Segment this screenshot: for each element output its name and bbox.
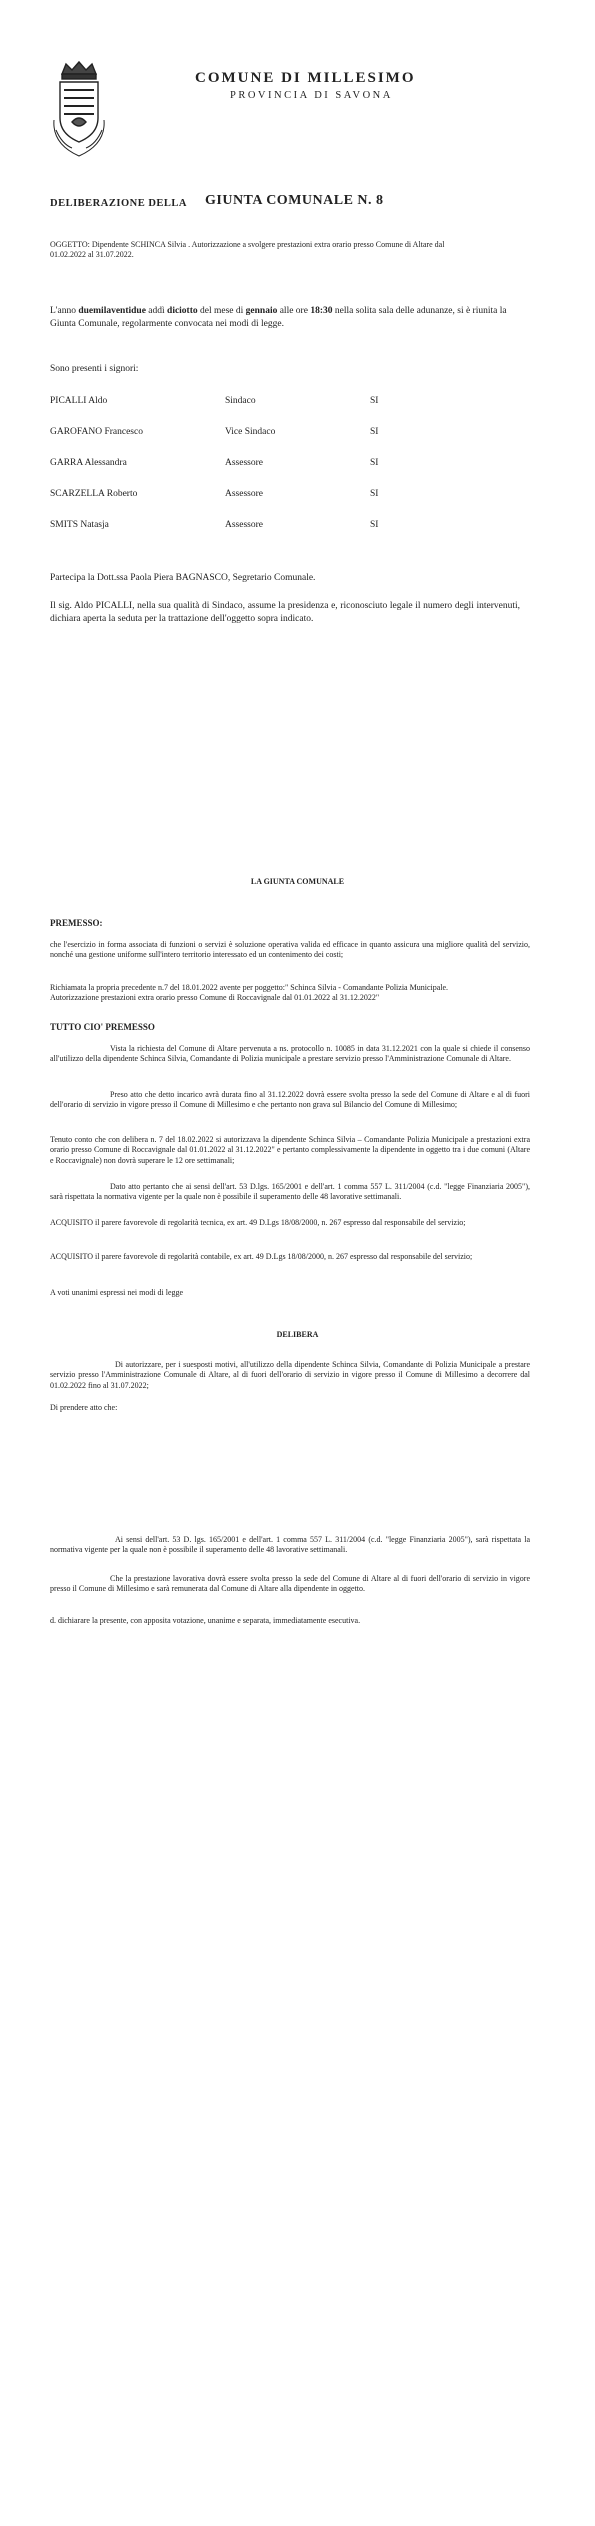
- la-giunta-heading: LA GIUNTA COMUNALE: [250, 877, 345, 886]
- premesso-label: PREMESSO:: [50, 918, 103, 928]
- dato-atto-text: Dato atto pertanto che ai sensi dell'art. 53 D.lgs. 165/2001 e dell'art. 1 comma 557 L. 311/2004 (c.d. "legge Finanziaria 2005"), sarà rispettata la normativa vigente per la quale non è possibile il superamento delle 48 lavorative settimanali.: [50, 1182, 530, 1202]
- member-role: Vice Sindaco: [225, 427, 276, 437]
- vista-text: Vista la richiesta del Comune di Altare pervenuta a ns. protocollo n. 10085 in data 31.12.2021 con la quale si chiede il consenso all'utilizzo della dipendente Schinca Silvia, Comandante di Polizia municipale a prestare servizio presso l'Amministrazione Comunale di Altare.: [50, 1044, 530, 1064]
- intro-paragraph: L'anno duemilaventidue addì diciotto del mese di gennaio alle ore 18:30 nella solita sala delle adunanze, si è riunita la Giunta Comunale, regolarmente convocata nei modi di legge.: [50, 306, 507, 329]
- member-row: [50, 489, 570, 503]
- premesso-text: che l'esercizio in forma associata di funzioni o servizi è soluzione operativa valida ed efficace in quanto assicura una migliore qualità del servizio, nonché una gestione uniforme sull'intero territorio interessato ed un contenimento dei costi;: [50, 940, 530, 960]
- giunta-title: GIUNTA COMUNALE N. 8: [205, 193, 384, 208]
- member-name: GAROFANO Francesco: [50, 427, 143, 437]
- member-role: Sindaco: [225, 396, 256, 406]
- ai-sensi-text: Ai sensi dell'art. 53 D. lgs. 165/2001 e dell'art. 1 comma 557 L. 311/2004 (c.d. "legge Finanziaria 2005"), sarà rispettata la normativa vigente per la quale non è possibile il superamento delle 48 lavorative settimanali.: [50, 1535, 530, 1555]
- member-name: GARRA Alessandra: [50, 458, 127, 468]
- member-role: Assessore: [225, 520, 263, 530]
- provincia-subtitle: PROVINCIA DI SAVONA: [230, 90, 393, 101]
- member-presence: SI: [370, 458, 379, 468]
- oggetto-text: OGGETTO: Dipendente SCHINCA Silvia . Autorizzazione a svolgere prestazioni extra orario presso Comune di Altare dal 01.02.2022 al 31.07.2022.: [50, 240, 445, 260]
- member-name: SMITS Natasja: [50, 520, 109, 530]
- dichiarare-text: d. dichiarare la presente, con apposita votazione, unanime e separata, immediatamente esecutiva.: [50, 1616, 361, 1625]
- member-presence: SI: [370, 489, 379, 499]
- segretario-text: Partecipa la Dott.ssa Paola Piera BAGNASCO, Segretario Comunale.: [50, 573, 316, 583]
- coat-of-arms-icon: [52, 60, 106, 160]
- presidenza-text: Il sig. Aldo PICALLI, nella sua qualità di Sindaco, assume la presidenza e, riconosciuto legale il numero degli intervenuti, dichiara aperta la seduta per la trattazione dell'oggetto sopra indicato.: [50, 601, 520, 624]
- member-role: Assessore: [225, 458, 263, 468]
- delibera-heading: DELIBERA: [276, 1330, 319, 1339]
- presenti-label: Sono presenti i signori:: [50, 364, 139, 374]
- acquisito-contabile-text: ACQUISITO il parere favorevole di regolarità contabile, ex art. 49 D.Lgs 18/08/2000, n. 267 espresso dal responsabile del servizio;: [50, 1252, 473, 1261]
- member-name: PICALLI Aldo: [50, 396, 108, 406]
- member-name: SCARZELLA Roberto: [50, 489, 138, 499]
- member-row: [50, 427, 570, 441]
- member-role: Assessore: [225, 489, 263, 499]
- member-row: [50, 396, 570, 410]
- acquisito-tecnico-text: ACQUISITO il parere favorevole di regolarità tecnica, ex art. 49 D.Lgs 18/08/2000, n. 267 espresso dal responsabile del servizio;: [50, 1218, 466, 1227]
- prestazione-text: Che la prestazione lavorativa dovrà essere svolta presso la sede del Comune di Altare al di fuori dell'orario di servizio in vigore presso il Comune di Millesimo e sarà remunerata dal Comune di Altare alla dipendente in oggetto.: [50, 1574, 530, 1594]
- tutto-cio-premesso-label: TUTTO CIO' PREMESSO: [50, 1022, 155, 1032]
- deliberazione-label: DELIBERAZIONE DELLA: [50, 198, 187, 209]
- member-row: [50, 520, 570, 534]
- member-presence: SI: [370, 520, 379, 530]
- preso-atto-text: Preso atto che detto incarico avrà durata fino al 31.12.2022 dovrà essere svolta presso la sede del Comune di Altare e al di fuori dell'orario di servizio in vigore presso il Comune di Millesimo e che pertanto non grava sul Bilancio del Comune di Millesimo;: [50, 1090, 530, 1110]
- member-presence: SI: [370, 427, 379, 437]
- comune-title: COMUNE DI MILLESIMO: [195, 70, 416, 86]
- di-prendere-text: Di prendere atto che:: [50, 1403, 118, 1412]
- voti-text: A voti unanimi espressi nei modi di legge: [50, 1288, 184, 1297]
- tenuto-conto-text: Tenuto conto che con delibera n. 7 del 18.02.2022 si autorizzava la dipendente Schinca Silvia – Comandante Polizia Municipale a prestazioni extra orario presso Comune di Roccavignale dal 01.01.2022 al 31.12.2022" e pertanto complessivamente la dipendente in oggetto tra i due comuni (Altare e Roccavignale) non dovrà superare le 12 ore settimanali;: [50, 1135, 530, 1165]
- member-presence: SI: [370, 396, 379, 406]
- richiamata-text: Richiamata la propria precedente n.7 del 18.01.2022 avente per poggetto:" Schinca Silvia - Comandante Polizia Municipale. Autorizzazione prestazioni extra orario presso Comune di Roccavignale dal 01.01.2022 al 31.12.2022": [50, 983, 449, 1003]
- member-row: [50, 458, 570, 472]
- di-autorizzare-text: Di autorizzare, per i suesposti motivi, all'utilizzo della dipendente Schinca Silvia, Comandante di Polizia Municipale a prestare servizio presso l'Amministrazione Comunale di Altare, al di fuori dell'orario di servizio in vigore presso il Comune di Millesimo a decorrere dal 01.02.2022 fino al 31.07.2022;: [50, 1360, 530, 1390]
